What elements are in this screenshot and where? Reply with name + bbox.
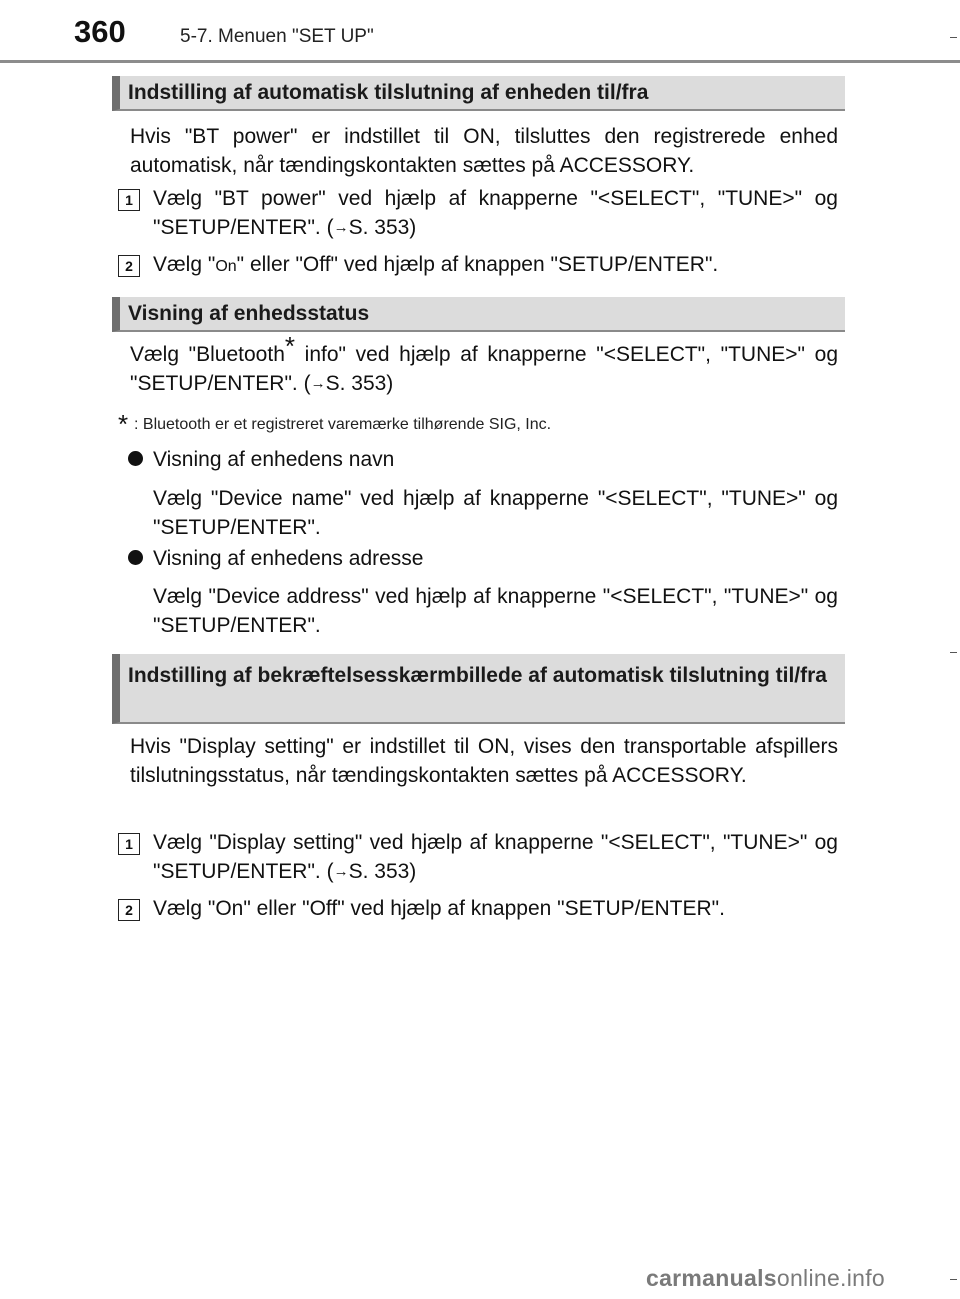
watermark-bold: carmanuals [646, 1265, 777, 1291]
reference-arrow-icon: → [310, 375, 326, 392]
section1-step-1 [153, 184, 838, 244]
footnote: : Bluetooth er et registreret varemærke tilhørende SIG, Inc. [134, 416, 552, 433]
reference-arrow-icon: → [333, 863, 349, 880]
header-rule [0, 60, 960, 63]
section3-step-2: Vælg "On" eller "Off" ved hjælp af knappen "SETUP/ENTER". [153, 897, 725, 920]
bullet-icon [128, 550, 143, 565]
step-number-badge: 2 [118, 255, 140, 277]
step-text: Vælg "Display setting" ved hjælp af knapperne "<SELECT", "TUNE>" og "SETUP/ENTER". ( [153, 831, 838, 883]
section-header-device-status: Visning af enhedsstatus [112, 297, 845, 332]
reference-arrow-icon: → [333, 219, 349, 236]
section-header-confirm-screen: Indstilling af bekræftelsesskærmbillede af automatisk tilslutning til/fra [112, 654, 845, 724]
watermark-rest: online.info [776, 1265, 886, 1291]
bullet-text-device-name: Vælg "Device name" ved hjælp af knapperne "<SELECT", "TUNE>" og "SETUP/ENTER". [153, 487, 838, 539]
intro-text: Vælg "Bluetooth [130, 343, 285, 366]
step-text: Vælg " [153, 253, 216, 276]
trademark-asterisk: * [284, 331, 296, 361]
bullet-text-device-address: Vælg "Device address" ved hjælp af knapperne "<SELECT", "TUNE>" og "SETUP/ENTER". [153, 585, 838, 637]
crop-mark-top [950, 37, 957, 38]
step-number-badge: 1 [118, 833, 140, 855]
footnote-asterisk: * [118, 409, 129, 439]
page-reference: S. 353) [348, 216, 417, 239]
bullet-title-device-address: Visning af enhedens adresse [153, 547, 424, 570]
watermark [646, 1265, 885, 1292]
section3-step-1 [153, 828, 838, 888]
crop-mark-middle [950, 652, 957, 653]
chapter-title: 5-7. Menuen "SET UP" [180, 26, 374, 47]
section3-intro: Hvis "Display setting" er indstillet til ON, vises den transportable afspillers tilslutningsstatus, når tændingskontakten sættes på ACCESSORY. [130, 735, 838, 787]
section-header-auto-connect: Indstilling af automatisk tilslutning af enheden til/fra [112, 76, 845, 111]
crop-mark-bottom [950, 1279, 957, 1280]
bullet-icon [128, 451, 143, 466]
step-text: " eller "Off" ved hjælp af knappen "SETUP/ENTER". [236, 253, 719, 276]
page-reference: S. 353) [348, 860, 417, 883]
section1-step-2 [153, 250, 838, 281]
step-text: Vælg "BT power" ved hjælp af knapperne "<SELECT", "TUNE>" og "SETUP/ENTER". ( [153, 187, 838, 239]
section1-intro: Hvis "BT power" er indstillet til ON, tilsluttes den registrerede enhed automatisk, når tændingskontakten sættes på ACCESSORY. [130, 125, 838, 177]
step-number-badge: 1 [118, 189, 140, 211]
option-on: On [215, 258, 237, 275]
page-number: 360 [74, 14, 126, 49]
page-reference: S. 353) [325, 372, 394, 395]
section2-intro [130, 331, 838, 400]
intro-text: info" ved hjælp af knapperne "<SELECT", "TUNE>" og "SETUP/ENTER". ( [130, 343, 838, 395]
bullet-title-device-name: Visning af enhedens navn [153, 448, 395, 471]
step-number-badge: 2 [118, 899, 140, 921]
